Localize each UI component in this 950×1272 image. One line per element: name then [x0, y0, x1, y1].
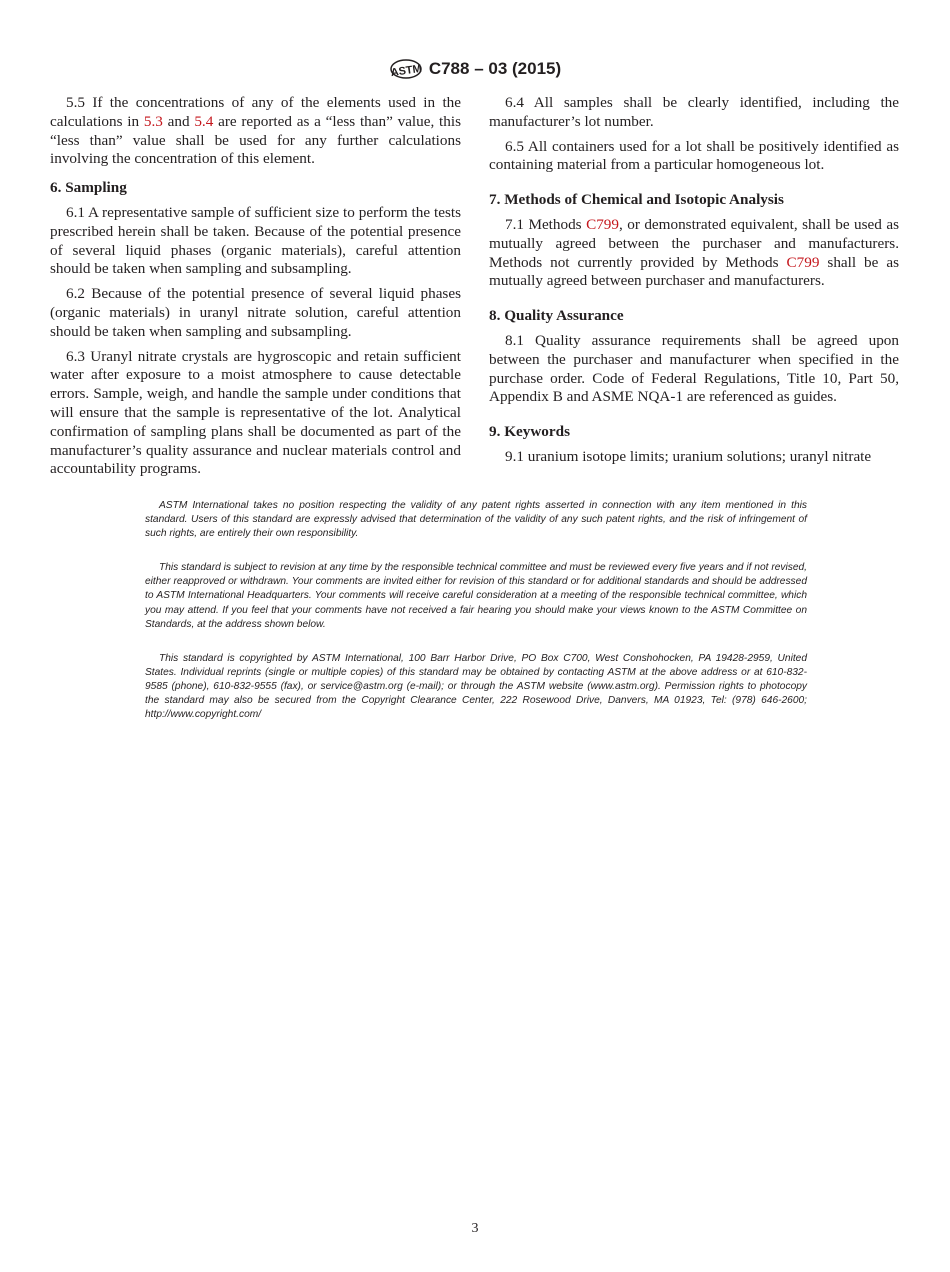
right-column: [489, 94, 899, 473]
astm-logo-icon: [389, 55, 423, 83]
paragraph-6-1: 6.1 A representative sample of sufficient size to perform the tests prescribed herein shall be taken. Because of the potential presence of several liquid phases (organic materials), careful attention should be taken when sampling and subsampling.: [50, 203, 461, 278]
svg-text:ASTM: ASTM: [389, 62, 423, 80]
text: , or demonstrated equivalent, shall be used as mutually agreed between the purchaser and manufacturers. Methods not currently provided by Methods: [489, 215, 899, 271]
paragraph-6-2: 6.2 Because of the potential presence of several liquid phases (organic materials) in uranyl nitrate solution, careful attention should be taken when sampling and subsampling.: [50, 285, 461, 340]
link-5-4[interactable]: 5.4: [194, 112, 214, 130]
link-c799[interactable]: C799: [586, 215, 619, 233]
patent-notice: ASTM International takes no position respecting the validity of any patent rights asserted in connection with any item mentioned in this standard. Users of this standard are expressly advised that determination of the validity of any such patent rights, and the risk of infringement of such rights, are entirely their own responsibility.: [145, 500, 807, 540]
link-c799[interactable]: C799: [786, 253, 820, 271]
paragraph-6-5: 6.5 All containers used for a lot shall be positively identified as containing material from a particular homogeneous lot.: [489, 137, 899, 174]
paragraph-5-5: [50, 94, 461, 169]
copyright-notice: This standard is copyrighted by ASTM International, 100 Barr Harbor Drive, PO Box C700, West Conshohocken, PA 19428-2959, United States. Individual reprints (single or multiple copies) of this standard may be obtained by contacting ASTM at the above address or at 610-832-9585 (phone), 610-832-9555 (fax), or service@astm.org (e-mail); or through the ASTM website (www.astm.org). Permission rights to photocopy the standard may also be secured from the Copyright Clearance Center, 222 Rosewood Drive, Danvers, MA 01923, Tel: (978) 646-2600; http://www.copyright.com/: [145, 652, 807, 721]
legal-notices: [145, 499, 807, 742]
text: 5.5 If the concentrations of any of the elements used in the calculations in: [50, 94, 461, 130]
page-header: [0, 55, 950, 83]
left-column: [50, 94, 461, 485]
text: and: [162, 112, 195, 130]
paragraph-7-1: [489, 216, 899, 291]
paragraph-8-1: 8.1 Quality assurance requirements shall be agreed upon between the purchaser and manufacturer when specified in the purchase order. Code of Federal Regulations, Title 10, Part 50, Appendix B and ASME NQA-1 are referenced as guides.: [489, 331, 899, 406]
page-number: 3: [471, 1221, 479, 1236]
text: are reported as a “less than” value, this “less than” value shall be used for any further calculations involving the concentration of this element.: [50, 112, 461, 168]
paragraph-6-3: 6.3 Uranyl nitrate crystals are hygroscopic and retain sufficient water after exposure to a moist atmosphere to cause detectable errors. Sample, weigh, and handle the sample under conditions that will ensure that the sample is representative of the lot. Analytical confirmation of sampling plans shall be documented as part of the manufacturer’s quality assurance and nuclear materials control and accountability programs.: [50, 347, 461, 478]
text: shall be as mutually agreed between purchaser and manufacturers.: [489, 253, 900, 290]
section-heading-quality-assurance: 8. Quality Assurance: [489, 307, 624, 325]
section-heading-sampling: 6. Sampling: [50, 179, 127, 197]
paragraph-6-4: 6.4 All samples shall be clearly identified, including the manufacturer’s lot number.: [489, 94, 899, 130]
text: 7.1 Methods: [505, 215, 587, 233]
revision-notice: This standard is subject to revision at any time by the responsible technical committee and must be reviewed every five years and if not revised, either reapproved or withdrawn. Your comments are invited either for revision of this standard or for additional standards and should be addressed to ASTM International Headquarters. Your comments will receive careful consideration at a meeting of the responsible technical committee, which you may attend. If you feel that your comments have not received a fair hearing you should make your views known to the ASTM Committee on Standards, at the address shown below.: [145, 562, 807, 630]
section-heading-methods: 7. Methods of Chemical and Isotopic Analysis: [489, 191, 784, 209]
designation: C788 – 03 (2015): [428, 58, 562, 78]
paragraph-9-1: 9.1 uranium isotope limits; uranium solutions; uranyl nitrate: [505, 447, 872, 465]
link-5-3[interactable]: 5.3: [143, 112, 163, 130]
section-heading-keywords: 9. Keywords: [489, 423, 570, 441]
